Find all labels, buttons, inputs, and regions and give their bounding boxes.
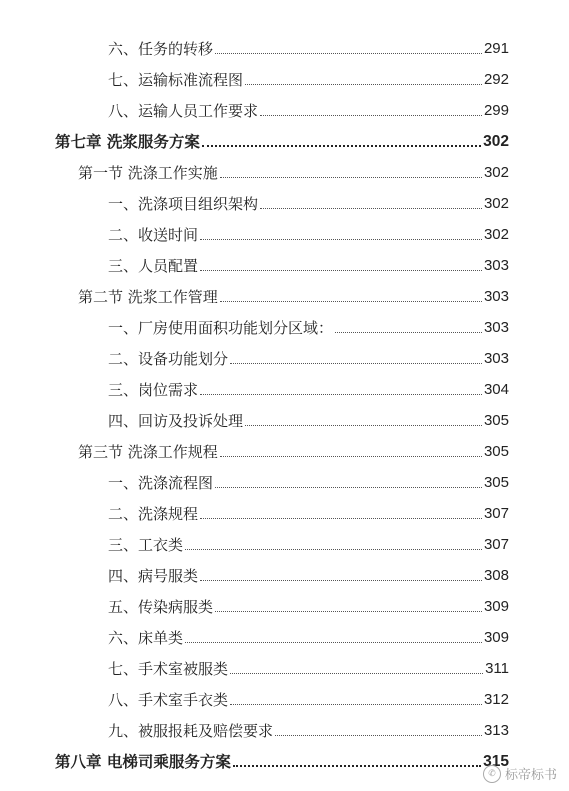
toc-leader-dots	[200, 580, 482, 581]
toc-entry-title: 一、洗涤流程图	[108, 474, 214, 492]
toc-entry-title: 八、运输人员工作要求	[108, 102, 259, 120]
toc-entry-title: 九、被服报耗及赔偿要求	[108, 722, 274, 740]
toc-entry[interactable]	[108, 251, 509, 275]
toc-entry-page: 305	[483, 474, 509, 491]
toc-leader-dots	[230, 673, 483, 674]
toc-leader-dots	[230, 704, 482, 705]
toc-entry-title: 四、病号服类	[108, 567, 199, 585]
toc-leader-dots	[260, 208, 482, 209]
toc-leader-dots	[233, 765, 481, 767]
toc-entry-page: 309	[483, 629, 509, 646]
toc-entry[interactable]	[55, 127, 509, 151]
toc-entry-page: 302	[483, 164, 509, 181]
toc-entry[interactable]	[108, 375, 509, 399]
toc-entry-page: 304	[483, 381, 509, 398]
toc-entry-title: 七、运输标准流程图	[108, 71, 244, 89]
toc-entry-page: 302	[483, 195, 509, 212]
toc-entry-page: 303	[483, 350, 509, 367]
toc-entry-title: 二、收送时间	[108, 226, 199, 244]
toc-leader-dots	[220, 177, 482, 178]
toc-entry-page: 291	[483, 40, 509, 57]
toc-entry-page: 308	[483, 567, 509, 584]
toc-entry-page: 302	[483, 226, 509, 243]
toc-leader-dots	[185, 642, 482, 643]
toc-leader-dots	[245, 425, 482, 426]
toc-leader-dots	[200, 394, 482, 395]
toc-entry-title: 第一节 洗涤工作实施	[78, 164, 218, 182]
toc-entry[interactable]	[108, 65, 509, 89]
toc-entry-title: 第二节 洗浆工作管理	[78, 288, 218, 306]
toc-entry-title: 一、洗涤项目组织架构	[108, 195, 259, 213]
toc-entry[interactable]	[108, 189, 509, 213]
toc-entry[interactable]	[108, 468, 509, 492]
toc-entry[interactable]	[108, 406, 509, 430]
toc-entry[interactable]	[108, 685, 509, 709]
watermark	[483, 764, 557, 783]
toc-entry-title: 八、手术室手衣类	[108, 691, 229, 709]
toc-entry-title: 三、岗位需求	[108, 381, 199, 399]
toc-entry[interactable]	[108, 623, 509, 647]
toc-entry[interactable]	[108, 716, 509, 740]
toc-entry-page: 307	[483, 505, 509, 522]
toc-entry-page: 307	[483, 536, 509, 553]
toc-entry-title: 二、洗涤规程	[108, 505, 199, 523]
toc-entry[interactable]	[108, 592, 509, 616]
toc-entry[interactable]	[55, 747, 509, 771]
wechat-icon: ✆	[483, 765, 501, 783]
toc-entry-title: 六、任务的转移	[108, 40, 214, 58]
toc-entry-page: 311	[485, 660, 509, 677]
toc-entry-title: 四、回访及投诉处理	[108, 412, 244, 430]
toc-entry-page: 292	[483, 71, 509, 88]
toc-entry[interactable]	[108, 344, 509, 368]
toc-leader-dots	[200, 239, 482, 240]
toc-entry-page: 305	[483, 412, 509, 429]
toc-entry-title: 第七章 洗浆服务方案	[55, 133, 200, 151]
toc-entry-title: 六、床单类	[108, 629, 184, 647]
toc-entry-title: 五、传染病服类	[108, 598, 214, 616]
toc-leader-dots	[185, 549, 482, 550]
toc-entry-page: 303	[483, 288, 509, 305]
toc-entry-title: 第三节 洗涤工作规程	[78, 443, 218, 461]
toc-leader-dots	[200, 270, 482, 271]
toc-entry-page: 299	[483, 102, 509, 119]
toc-entry-page: 302	[483, 133, 509, 150]
toc-entry[interactable]	[108, 220, 509, 244]
toc-entry[interactable]	[108, 313, 509, 337]
toc-leader-dots	[230, 363, 482, 364]
toc-leader-dots	[260, 115, 482, 116]
toc-leader-dots	[220, 456, 482, 457]
toc-entry[interactable]	[78, 158, 509, 182]
toc-entry[interactable]	[108, 96, 509, 120]
toc-entry-page: 315	[483, 753, 509, 770]
toc-entry-page: 303	[483, 319, 509, 336]
toc-entry[interactable]	[108, 499, 509, 523]
toc-entry[interactable]	[108, 654, 509, 678]
toc-leader-dots	[220, 301, 482, 302]
toc-entry-page: 305	[483, 443, 509, 460]
toc-entry[interactable]	[78, 437, 509, 461]
toc-entry[interactable]	[108, 561, 509, 585]
watermark-text: 标帝标书	[504, 768, 557, 783]
toc-leader-dots	[215, 53, 482, 54]
toc-entry[interactable]	[108, 530, 509, 554]
toc-entry-page: 312	[483, 691, 509, 708]
toc-entry-page: 313	[483, 722, 509, 739]
toc-leader-dots	[200, 518, 482, 519]
toc-leader-dots	[215, 611, 482, 612]
toc-entry[interactable]	[78, 282, 509, 306]
toc-leader-dots	[275, 735, 482, 736]
toc-entry[interactable]	[108, 34, 509, 58]
toc-entry-title: 一、厂房使用面积功能划分区域：	[108, 319, 334, 337]
toc-entry-title: 七、手术室被服类	[108, 660, 229, 678]
toc-leader-dots	[335, 332, 482, 333]
toc-entry-title: 二、设备功能划分	[108, 350, 229, 368]
toc-entry-title: 三、工衣类	[108, 536, 184, 554]
toc-entry-title: 第八章 电梯司乘服务方案	[55, 753, 231, 771]
toc-entry-page: 309	[483, 598, 509, 615]
toc-leader-dots	[202, 145, 481, 147]
toc-entry-page: 303	[483, 257, 509, 274]
toc-leader-dots	[245, 84, 482, 85]
toc-entry-title: 三、人员配置	[108, 257, 199, 275]
toc-leader-dots	[215, 487, 482, 488]
